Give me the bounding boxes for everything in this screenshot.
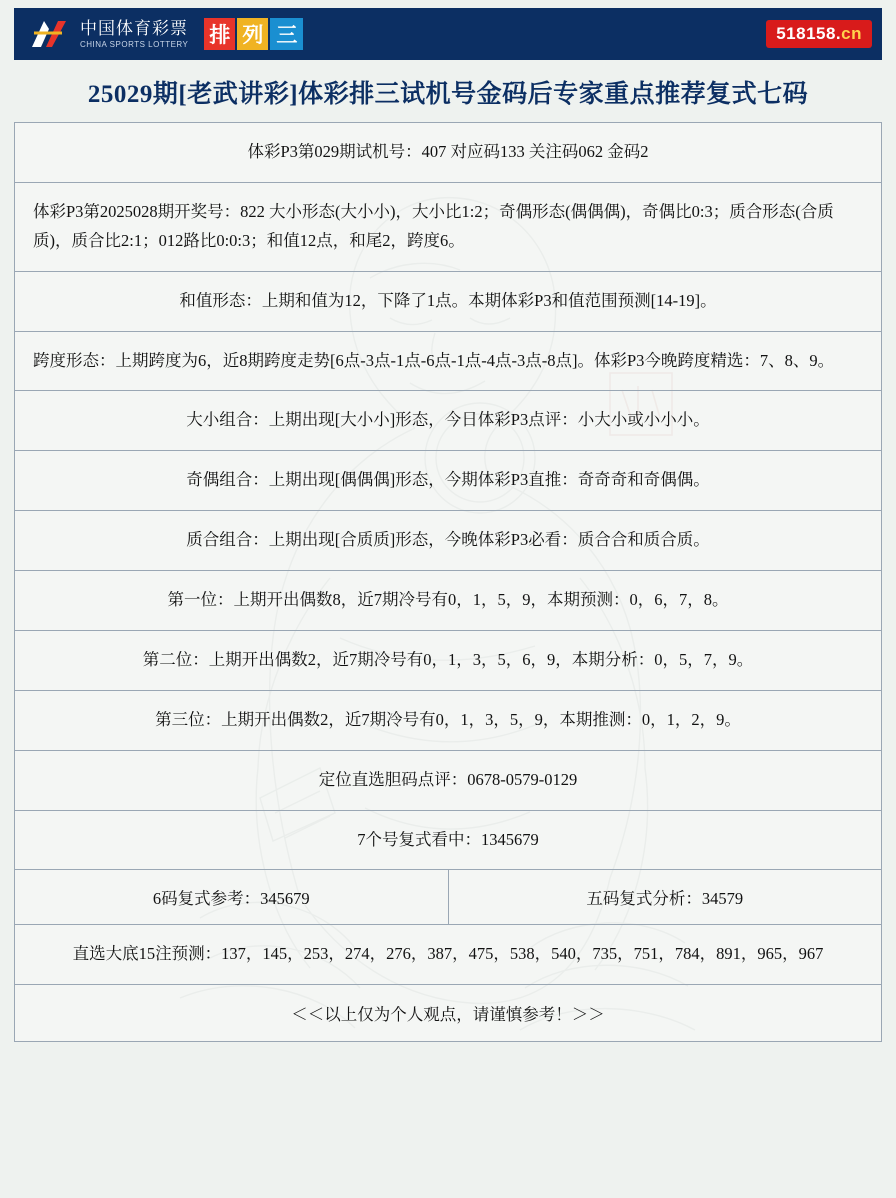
- table-row: 体彩P3第029期试机号：407 对应码133 关注码062 金码2: [15, 123, 881, 183]
- brand-name-en: CHINA SPORTS LOTTERY: [80, 39, 189, 49]
- table-row: 奇偶组合：上期出现[偶偶偶]形态，今期体彩P3直推：奇奇奇和奇偶偶。: [15, 451, 881, 511]
- brand-block: [28, 17, 303, 51]
- game-char-1: 排: [204, 18, 235, 50]
- content-table: [14, 122, 882, 1042]
- table-row-big-prediction: 直选大底15注预测：137，145，253，274，276，387，475，538，540，735，751，784，891，965，967: [15, 925, 881, 985]
- table-row: 体彩P3第2025028期开奖号：822 大小形态(大小小)，大小比1:2；奇偶形态(偶偶偶)，奇偶比0:3；质合形态(合质质)，质合比2:1；012路比0:0:3；和值12点，和尾2，跨度6。: [15, 183, 881, 272]
- site-domain-name: 518158.: [776, 24, 842, 43]
- table-row: 和值形态：上期和值为12，下降了1点。本期体彩P3和值范围预测[14-19]。: [15, 272, 881, 332]
- table-row: 大小组合：上期出现[大小小]形态，今日体彩P3点评：小大小或小小小。: [15, 391, 881, 451]
- site-domain-badge[interactable]: [766, 20, 872, 48]
- table-row: 7个号复式看中：1345679: [15, 811, 881, 871]
- game-char-2: 列: [237, 18, 268, 50]
- brand-name-cn: 中国体育彩票: [80, 18, 188, 38]
- page-title: 25029期[老武讲彩]体彩排三试机号金码后专家重点推荐复式七码: [87, 81, 809, 108]
- table-row: 第一位：上期开出偶数8，近7期冷号有0，1，5，9，本期预测：0，6，7，8。: [15, 571, 881, 631]
- lottery-logo-icon: [28, 17, 70, 51]
- brand-text: [80, 20, 188, 49]
- table-row: 第二位：上期开出偶数2，近7期冷号有0，1，3，5，6，9，本期分析：0，5，7，9。: [15, 631, 881, 691]
- disclaimer-note: ＜＜以上仅为个人观点，请谨慎参考！＞＞: [291, 1005, 605, 1025]
- game-name-logo: [204, 18, 303, 50]
- split-cell-left: 6码复式参考：345679: [15, 870, 449, 924]
- site-header: [14, 8, 882, 60]
- table-row: 跨度形态：上期跨度为6，近8期跨度走势[6点-3点-1点-6点-1点-4点-3点-8点]。体彩P3今晚跨度精选：7、8、9。: [15, 332, 881, 392]
- page-container: [0, 8, 896, 1056]
- table-row: 第三位：上期开出偶数2，近7期冷号有0，1，3，5，9，本期推测：0，1，2，9。: [15, 691, 881, 751]
- game-char-3: 三: [270, 18, 303, 50]
- table-row: 定位直选胆码点评：0678-0579-0129: [15, 751, 881, 811]
- table-row-split: [15, 870, 881, 925]
- site-domain-tld: cn: [841, 24, 862, 43]
- table-row: 质合组合：上期出现[合质质]形态，今晚体彩P3必看：质合合和质合质。: [15, 511, 881, 571]
- split-cell-right: 五码复式分析：34579: [586, 889, 744, 909]
